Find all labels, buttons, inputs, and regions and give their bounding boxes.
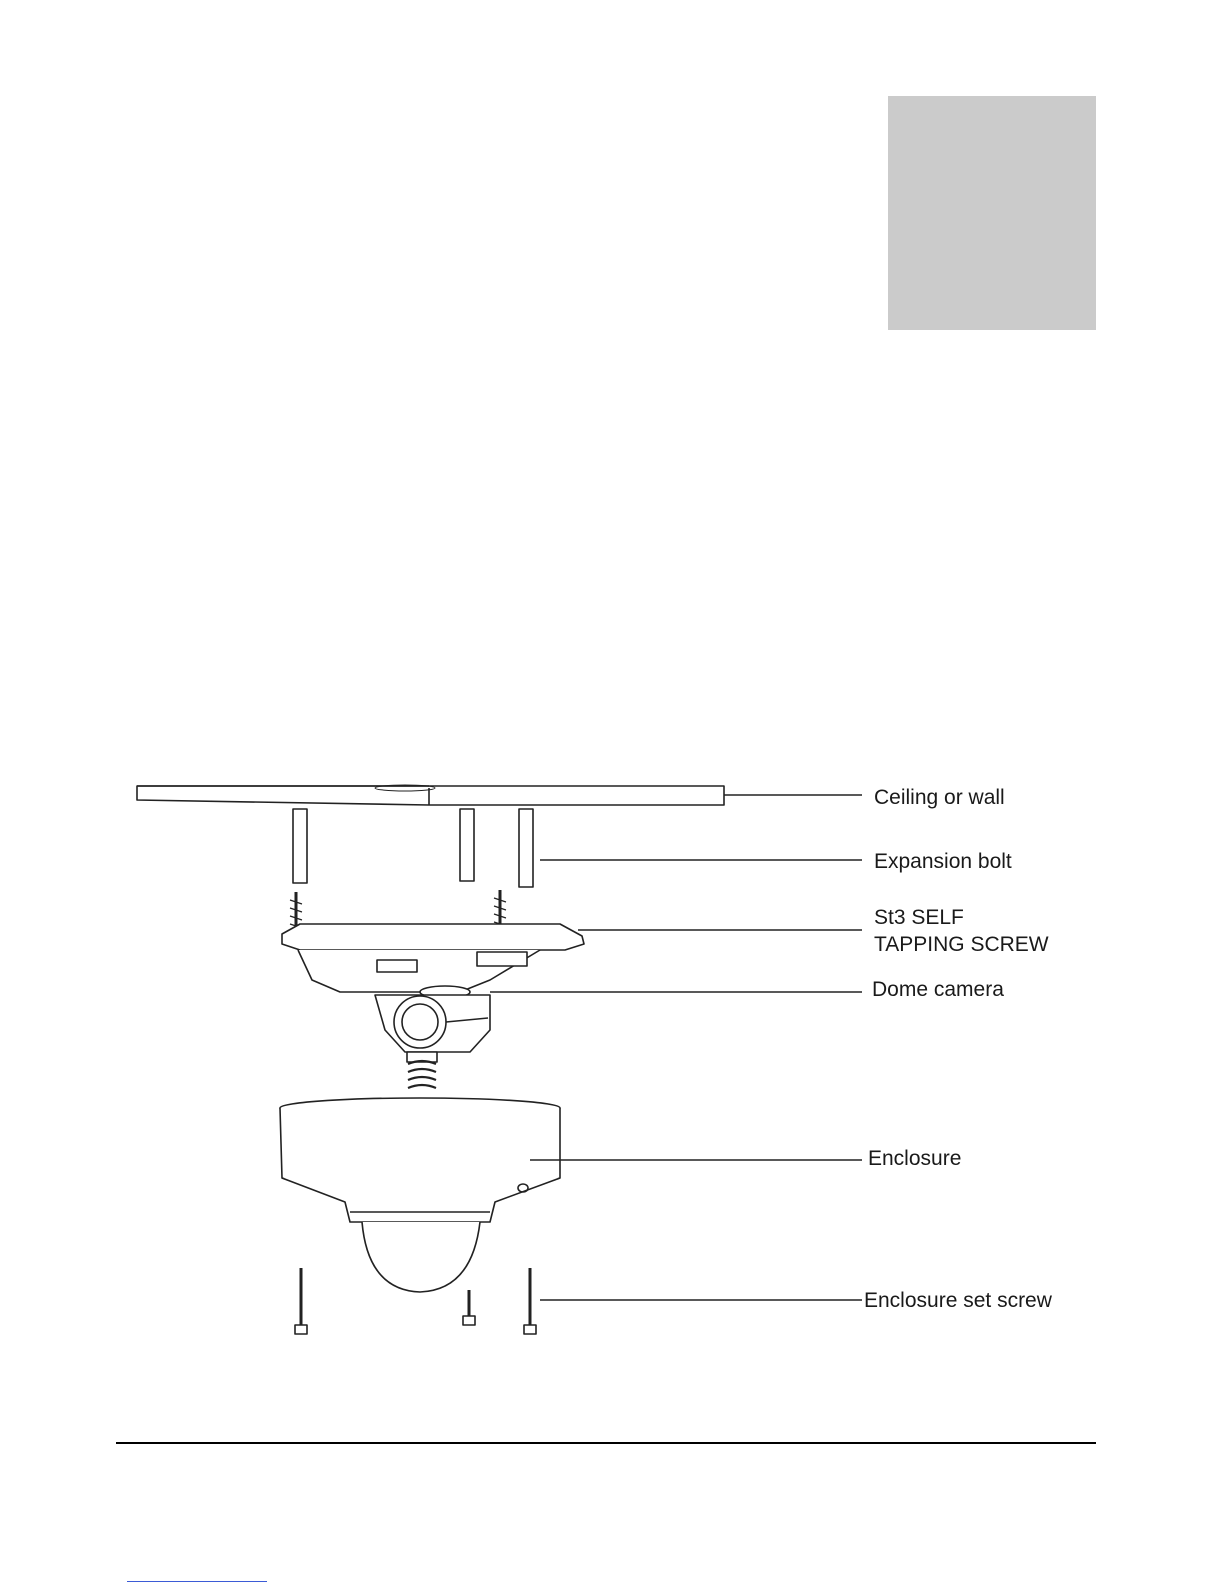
spring-connector — [408, 1061, 436, 1088]
label-enclosure: Enclosure — [868, 1147, 962, 1170]
leader-lines — [490, 795, 862, 1300]
label-tapping-screw-line1: St3 SELF — [874, 906, 964, 929]
camera-module — [375, 995, 490, 1062]
label-dome-camera: Dome camera — [872, 978, 1004, 1001]
label-tapping-screw-line2: TAPPING SCREW — [874, 933, 1049, 956]
footer-link-underline[interactable] — [127, 1581, 267, 1582]
dome-camera-base — [282, 924, 584, 998]
label-ceiling-or-wall: Ceiling or wall — [874, 786, 1005, 809]
expansion-bolts — [293, 809, 533, 887]
label-enclosure-set-screw: Enclosure set screw — [864, 1289, 1052, 1312]
enclosure — [280, 1098, 560, 1292]
footer-divider — [116, 1442, 1096, 1444]
ceiling-plate — [137, 785, 724, 805]
label-expansion-bolt: Expansion bolt — [874, 850, 1012, 873]
